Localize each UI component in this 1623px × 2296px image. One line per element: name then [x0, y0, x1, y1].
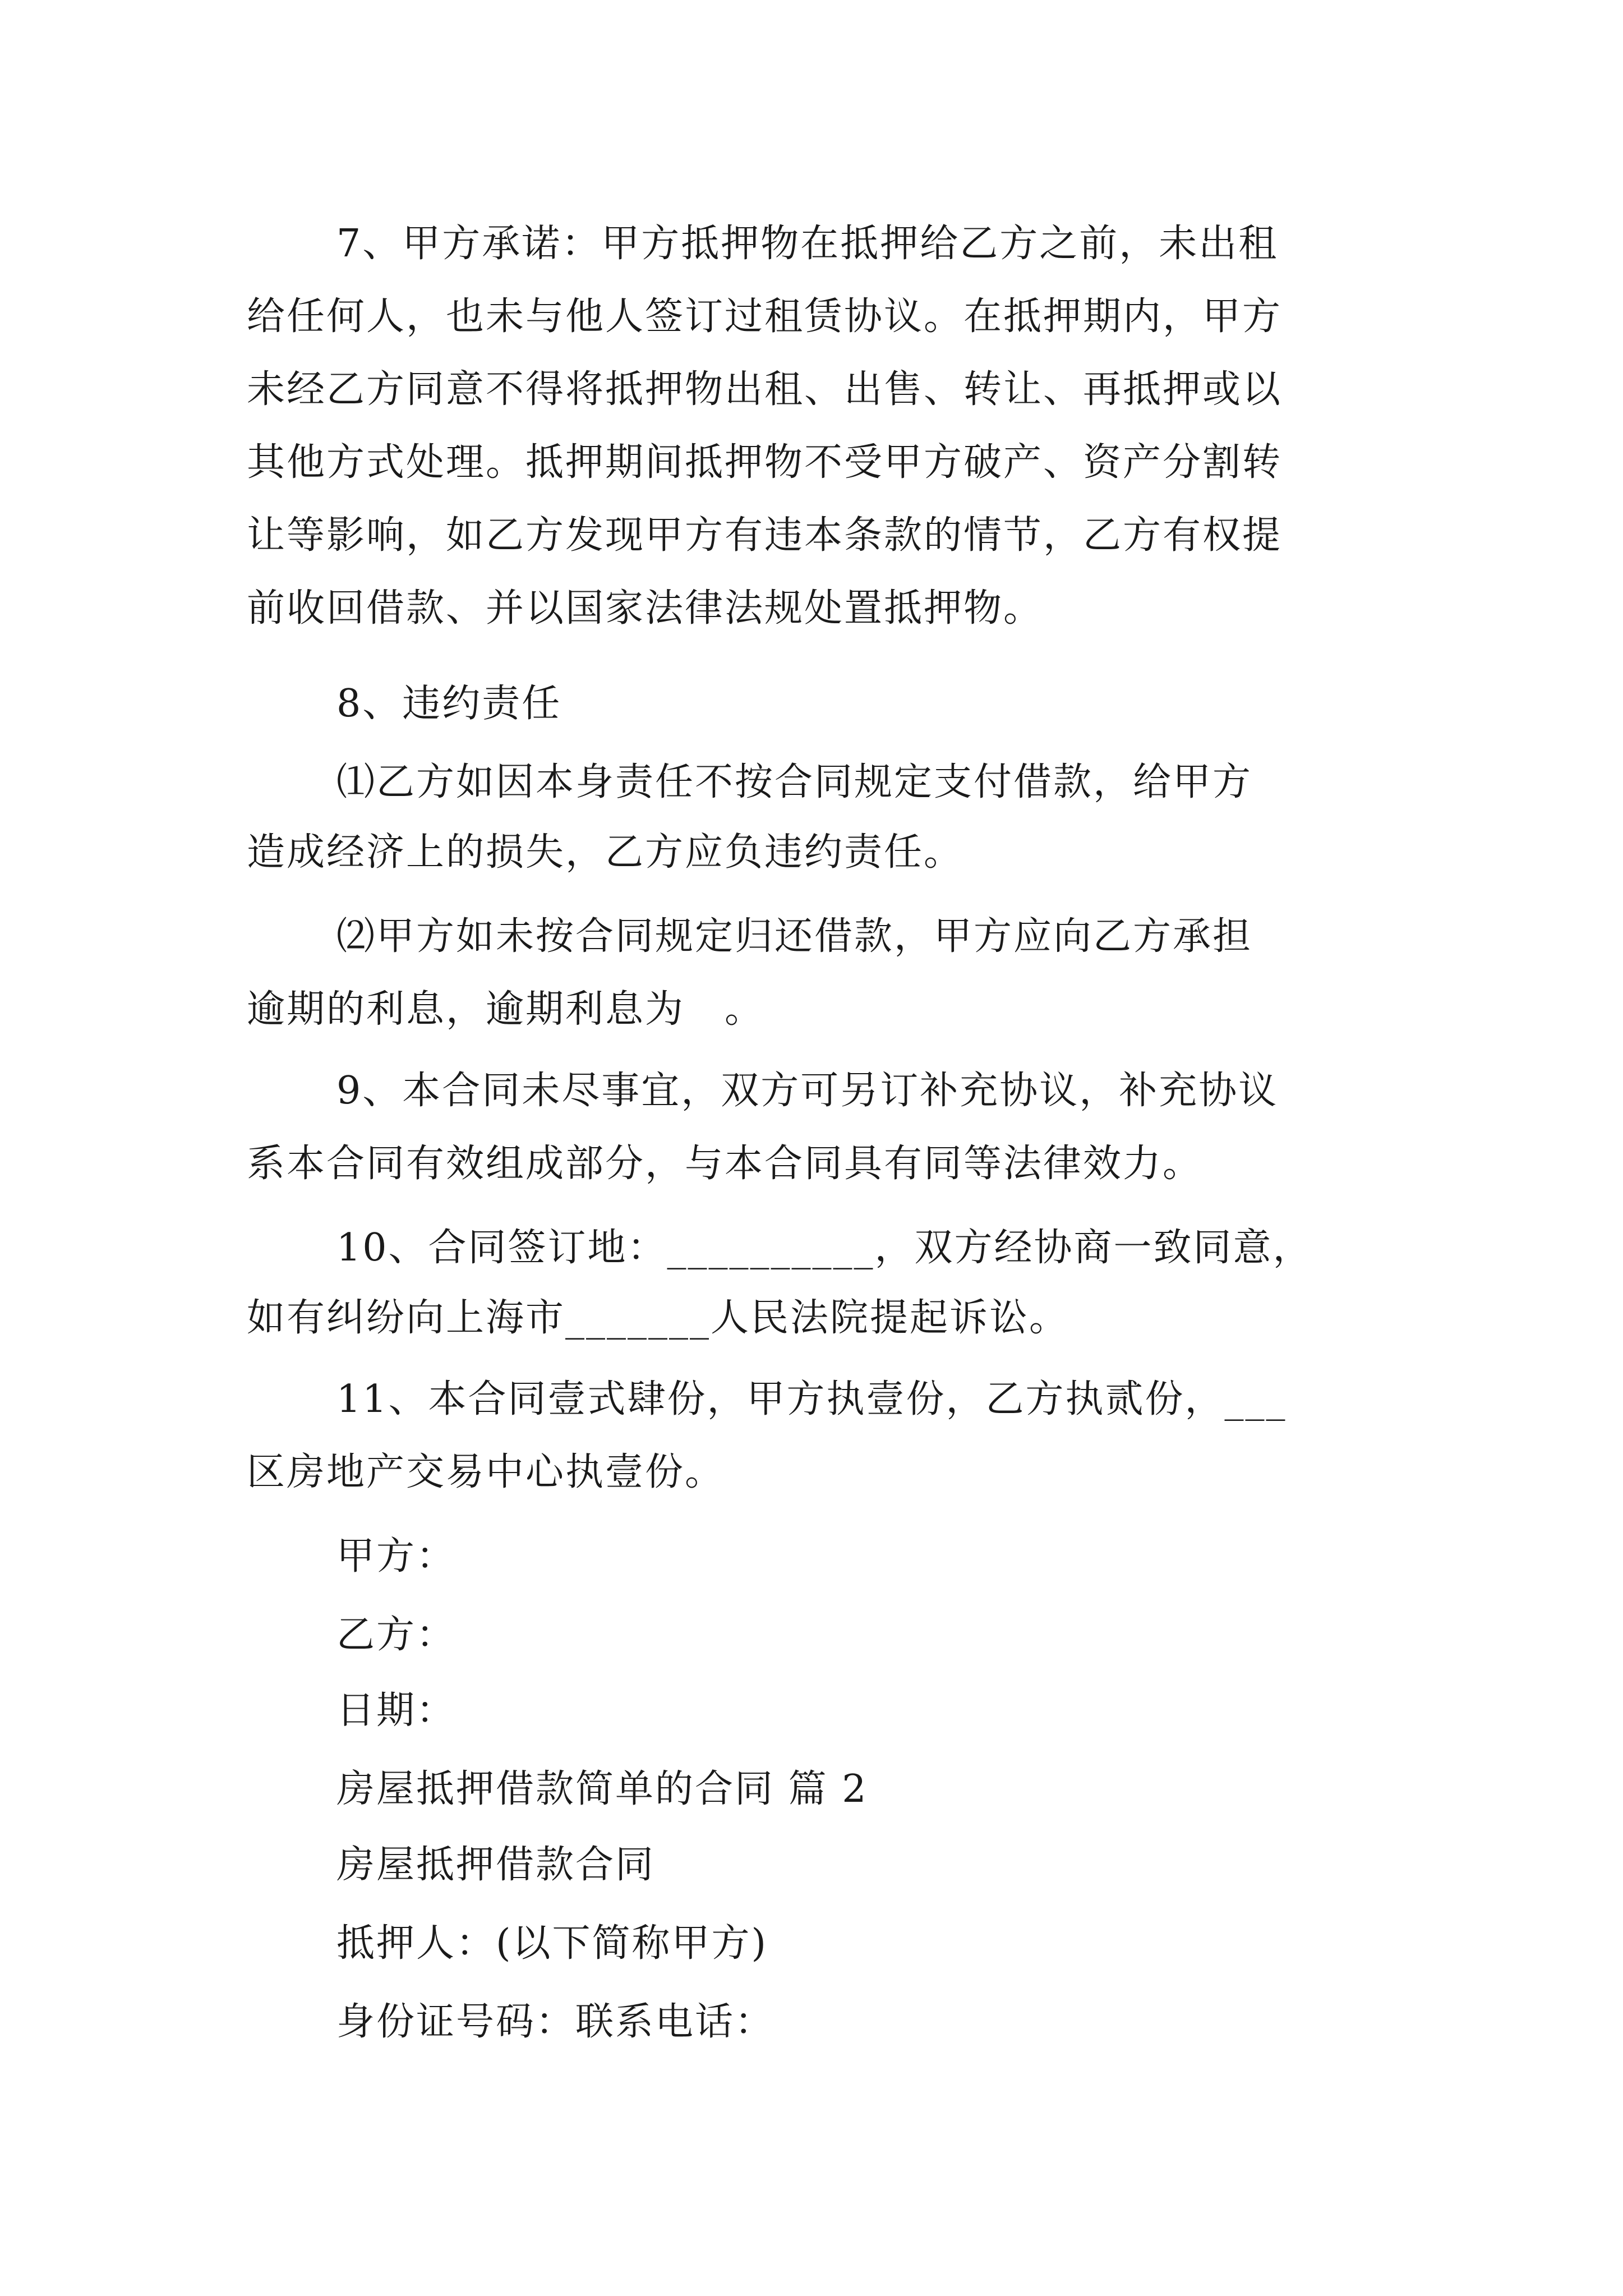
clause-9-line-1: 9、本合同未尽事宜，双方可另订补充协议，补充协议 [336, 1069, 1279, 1113]
contract-title: 房屋抵押借款合同 [336, 1843, 656, 1887]
clause-8-2-line-2: 逾期的利息，逾期利息为 。 [247, 987, 765, 1032]
clause-9-line-2: 系本合同有效组成部分，与本合同具有同等法律效力。 [247, 1142, 1203, 1186]
clause-8-heading: 8、违约责任 [336, 682, 562, 726]
date-line: 日期： [336, 1688, 457, 1733]
clause-7-line-5: 让等影响，如乙方发现甲方有违本条款的情节，乙方有权提 [247, 513, 1283, 558]
clause-10-line-2: 如有纠纷向上海市_______人民法院提起诉讼。 [247, 1296, 1069, 1340]
clause-11-line-1: 11、本合同壹式肆份，甲方执壹份，乙方执贰份，___ [336, 1377, 1287, 1421]
clause-7-line-2: 给任何人，也未与他人签订过租赁协议。在抵押期内，甲方 [247, 295, 1283, 339]
id-phone-line: 身份证号码：联系电话： [336, 2000, 775, 2044]
clause-8-1-line-1: ⑴乙方如因本身责任不按合同规定支付借款，给甲方 [336, 760, 1253, 804]
party-b-signature: 乙方： [336, 1613, 457, 1657]
clause-7-line-4: 其他方式处理。抵押期间抵押物不受甲方破产、资产分割转 [247, 440, 1283, 485]
clause-11-line-2: 区房地产交易中心执壹份。 [247, 1450, 725, 1494]
clause-10-line-1: 10、合同签订地：__________，双方经协商一致同意， [336, 1226, 1313, 1270]
clause-7-line-6: 前收回借款、并以国家法律法规处置抵押物。 [247, 586, 1044, 631]
clause-8-2-line-1: ⑵甲方如未按合同规定归还借款，甲方应向乙方承担 [336, 914, 1253, 959]
party-a-signature: 甲方： [336, 1534, 457, 1579]
clause-7-line-3: 未经乙方同意不得将抵押物出租、出售、转让、再抵押或以 [247, 367, 1283, 412]
mortgagor-line: 抵押人：(以下简称甲方) [336, 1921, 768, 1966]
clause-7-line-1: 7、甲方承诺：甲方抵押物在抵押给乙方之前，未出租 [336, 222, 1279, 266]
section-title: 房屋抵押借款简单的合同 篇 2 [336, 1767, 868, 1811]
clause-8-1-line-2: 造成经济上的损失，乙方应负违约责任。 [247, 830, 964, 875]
